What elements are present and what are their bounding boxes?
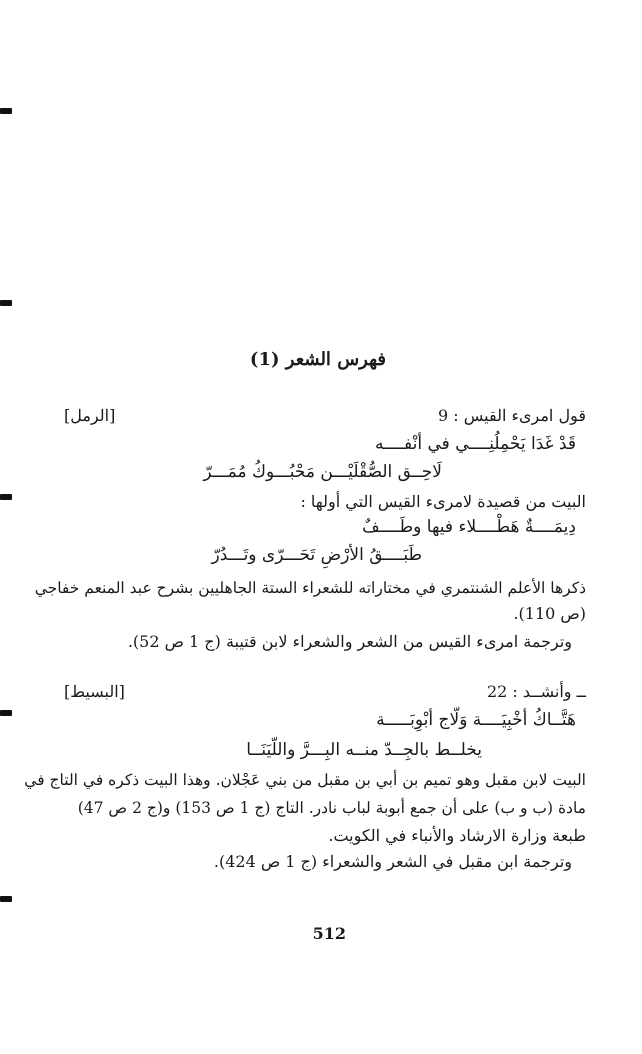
entry-heading: قول امرىء القيس : 9 bbox=[438, 406, 586, 425]
verse-hemistich: هَتَّــاكُ أخْبِيَــــة وَلّاج أبْوِبَـــــة bbox=[376, 710, 576, 730]
section-title: فهرس الشعر (1) bbox=[249, 349, 386, 370]
commentary-line: ذكرها الأعلم الشنتمري في مختاراته للشعراء الستة الجاهليين بشرح عبد المنعم خفاجي bbox=[34, 579, 586, 597]
commentary-line: طبعة وزارة الارشاد والأنباء في الكويت. bbox=[328, 826, 586, 845]
commentary-line: مادة (ب و ب) على أن جمع أبوبة لباب نادر. التاج (ج 1 ص 153) و(ج 2 ص 47) bbox=[77, 799, 586, 817]
verse-hemistich: لَاحِــق الصُّقْلَيْـــن مَحْبُـــوكُ مُمَـــرّ bbox=[203, 462, 442, 482]
verse-hemistich: دِيمَــــةٌ هَطْــــلاء فيها وطَــــفٌ bbox=[362, 517, 576, 537]
scan-margin-mark bbox=[0, 108, 12, 114]
commentary-line: وترجمة امرىء القيس من الشعر والشعراء لابن قتيبة (ج 1 ص 52). bbox=[127, 632, 572, 651]
scan-margin-mark bbox=[0, 494, 12, 500]
meter-label: [البسيط] bbox=[64, 682, 125, 701]
commentary-line: البيت لابن مقبل وهو تميم بن أبي بن مقبل من بني عَجْلان. وهذا البيت ذكره في التاج في bbox=[24, 771, 586, 789]
scan-margin-mark bbox=[0, 300, 12, 306]
verse-hemistich: طَبَــــقُ الأرْضِ تَحَـــرّى وتَـــدُرّ bbox=[211, 545, 422, 565]
scan-margin-mark bbox=[0, 896, 12, 902]
page-number: 512 bbox=[312, 924, 346, 943]
commentary-line: (ص 110). bbox=[513, 604, 586, 623]
scan-margin-mark bbox=[0, 710, 12, 716]
meter-label: [الرمل] bbox=[64, 406, 116, 425]
commentary-line: وترجمة ابن مقبل في الشعر والشعراء (ج 1 ص 424). bbox=[213, 852, 572, 871]
entry-heading: ــ وأنشــد : 22 bbox=[486, 682, 586, 701]
note-line: البيت من قصيدة لامرىء القيس التي أولها : bbox=[300, 492, 586, 511]
verse-hemistich: يخلــط بالجِــدّ منــه البِـــرَّ واللّيَنَــا bbox=[246, 740, 482, 760]
verse-hemistich: قَدْ غَدَا يَحْمِلُنِــــي في أنْفــــه bbox=[375, 434, 576, 454]
